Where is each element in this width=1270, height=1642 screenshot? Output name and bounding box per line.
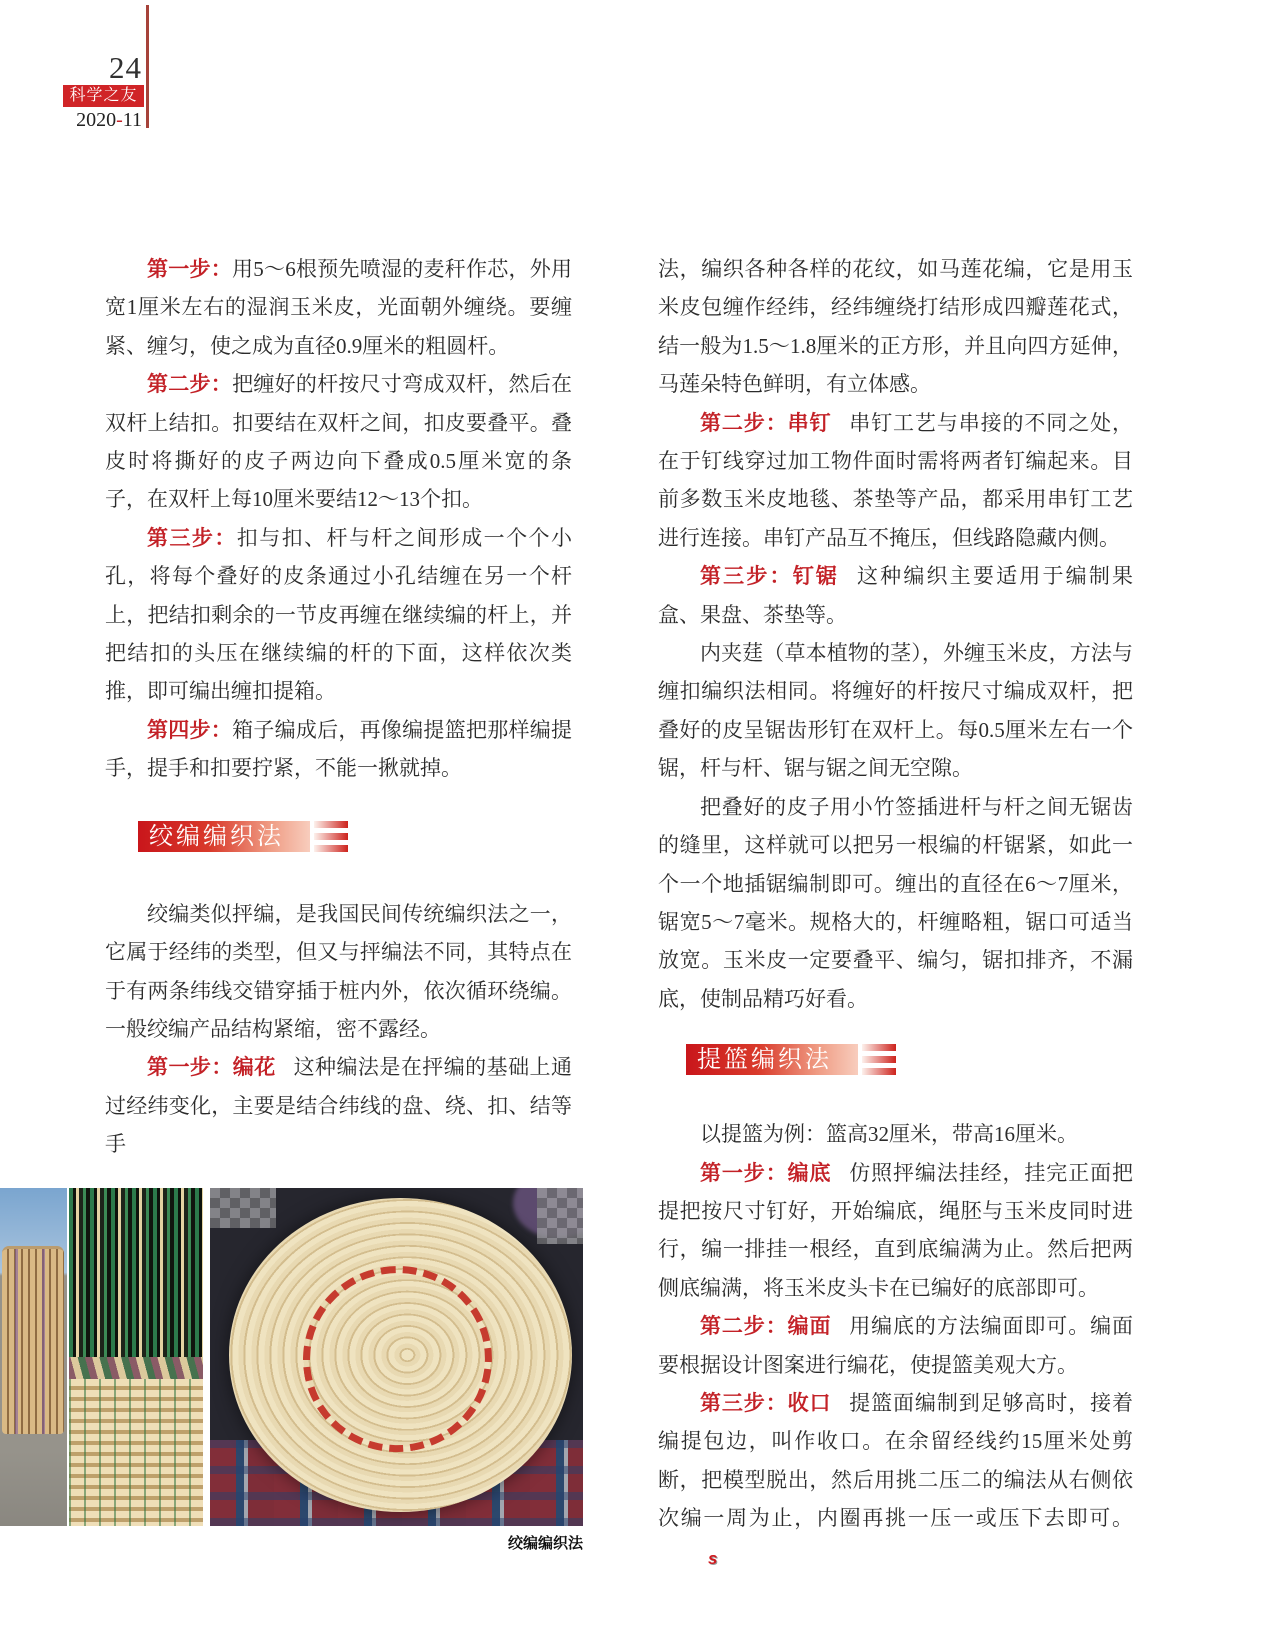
step-label: 第三步： [147, 525, 237, 550]
step-label: 第三步：收口 [700, 1390, 832, 1415]
paragraph-text: 把叠好的皮子用小竹签插进杆与杆之间无锯齿的缝里，这样就可以把另一根编的杆锯紧，如此一个一个地插锯编制即可。缠出的直径在6～7厘米，锯宽5～7毫米。规格大的，杆缠略粗，锯口可适当放宽。玉米皮一定要叠平、编匀，锯扣排齐，不漏底，使制品精巧好看。 [658, 794, 1133, 1011]
photo-caption: 绞编编织法 [507, 1535, 583, 1552]
wooden-slat-cylinder [2, 1246, 64, 1434]
issue-year: 2020 [76, 109, 117, 131]
paragraph-text: 法，编织各种各样的花纹，如马莲花编，它是用玉米皮包缠作经纬，经纬缠绕打结形成四瓣莲花式，结一般为1.5～1.8厘米的正方形，并且向四方延伸，马莲朵特色鲜明，有立体感。 [658, 257, 1133, 397]
photo-strip [0, 1188, 583, 1556]
step-paragraph [105, 250, 572, 365]
left-column [105, 250, 572, 1164]
section-header [686, 1044, 1133, 1075]
pixelated-patch [210, 1188, 276, 1228]
photo-wooden-mold [0, 1188, 67, 1526]
paragraph-text: 用编底的方法编面即可。编面要根据设计图案进行编花，使提篮美观大方。 [658, 1314, 1134, 1377]
step-paragraph [658, 1154, 1133, 1308]
green-husk-strands [69, 1188, 203, 1357]
paragraph-text: 内夹莛（草本植物的茎），外缠玉米皮，方法与缠扣编织法相同。将缠好的杆按尺寸编成双杆，把叠好的皮呈锯齿形钉在双杆上。每0.5厘米左右一个锯，杆与杆、锯与锯之间无空隙。 [658, 641, 1133, 781]
step-label: 第一步： [147, 257, 232, 281]
step-label: 第一步：编底 [700, 1160, 832, 1185]
paragraph-text: 扣与扣、杆与杆之间形成一个个小孔，将每个叠好的皮条通过小孔结缠在另一个杆上，把结扣剩余的一节皮再缠在继续编的杆上，并把结扣的头压在继续编的杆的下面，这样依次类推，即可编出缠扣提箱。 [105, 525, 573, 704]
section-title: 提篮编织法 [686, 1044, 858, 1075]
step-label: 第一步：编花 [147, 1055, 276, 1080]
section-stripes-icon [314, 821, 348, 852]
step-paragraph [658, 1307, 1133, 1384]
pixelated-patch [537, 1188, 583, 1244]
step-paragraph [658, 404, 1133, 558]
step-paragraph [105, 711, 572, 788]
body-paragraph [658, 634, 1133, 788]
photo-round-woven-mat [210, 1188, 583, 1526]
page-number: 24 [109, 50, 142, 85]
paragraph-text: 这种编法是在抨编的基础上通过经纬变化，主要是结合纬线的盘、绕、扣、结等手 [105, 1055, 572, 1157]
woven-body [69, 1379, 203, 1526]
step-paragraph [105, 519, 572, 711]
section-stripes-icon [862, 1044, 896, 1075]
paragraph-text: 把缠好的杆按尺寸弯成双杆，然后在双杆上结扣。扣要结在双杆之间，扣皮要叠平。叠皮时将撕好的皮子两边向下叠成0.5厘米宽的条子，在双杆上每10厘米要结12～13个扣。 [105, 372, 573, 512]
step-paragraph [658, 1384, 1133, 1578]
body-paragraph [658, 1115, 1133, 1153]
step-paragraph [105, 365, 572, 519]
paragraph-text: 仿照抨编法挂经，挂完正面把提把按尺寸钉好，开始编底，绳胚与玉米皮同时进行，编一排挂一根经，直到底编满为止。然后把两侧底编满，将玉米皮头卡在已编好的底部即可。 [658, 1160, 1134, 1300]
paragraph-text: 用5～6根预先喷湿的麦秆作芯，外用宽1厘米左右的湿润玉米皮，光面朝外缠绕。要缠紧、缠匀，使之成为直径0.9厘米的粗圆杆。 [105, 257, 572, 358]
section-header [138, 821, 572, 852]
right-column [658, 250, 1133, 1578]
step-label: 第二步：编面 [700, 1314, 832, 1339]
paragraph-text: 提篮面编制到足够高时，接着编提包边，叫作收口。在余留经线约15厘米处剪断，把模型脱出，然后用挑二压二的编法从右侧依次编一周为止，内圈再挑一压一或压下去即可。 [658, 1390, 1134, 1531]
paragraph-text: 这种编织主要适用于编制果盒、果盘、茶垫等。 [658, 564, 1134, 627]
step-label: 第三步：钉锯 [700, 564, 840, 589]
step-label: 第二步： [147, 372, 233, 397]
issue-separator: - [116, 109, 123, 131]
article-end-icon: s [708, 1548, 718, 1568]
section-title: 绞编编织法 [138, 821, 310, 852]
photo-basket-in-progress [69, 1188, 203, 1526]
paragraph-text: 绞编类似抨编，是我国民间传统编织法之一，它属于经纬的类型，但又与抨编法不同，其特点在于有两条纬线交错穿插于桩内外，依次循环绕编。一般绞编产品结构紧缩，密不露经。 [105, 901, 572, 1041]
body-paragraph [658, 788, 1133, 1018]
step-paragraph [658, 557, 1133, 634]
paragraph-text: 串钉工艺与串接的不同之处，在于钉线穿过加工物件面时需将两者钉编起来。目前多数玉米皮地毯、茶垫等产品，都采用串钉工艺进行连接。串钉产品互不掩压，但线路隐藏内侧。 [658, 410, 1134, 550]
magazine-name-badge: 科学之友 [63, 85, 144, 107]
paragraph-text: 箱子编成后，再像编提篮把那样编提手，提手和扣要拧紧，不能一揪就掉。 [105, 717, 573, 781]
step-label: 第四步： [147, 717, 233, 742]
body-paragraph [105, 895, 572, 1049]
issue-month: 11 [122, 109, 142, 131]
issue-date [0, 109, 142, 132]
woven-rim-band [69, 1357, 203, 1379]
step-label: 第二步：串钉 [700, 410, 832, 435]
masthead-rule [146, 5, 149, 128]
paragraph-text: 以提篮为例：篮高32厘米，带高16厘米。 [700, 1122, 1078, 1147]
body-paragraph [658, 250, 1133, 404]
step-paragraph [105, 1048, 572, 1163]
